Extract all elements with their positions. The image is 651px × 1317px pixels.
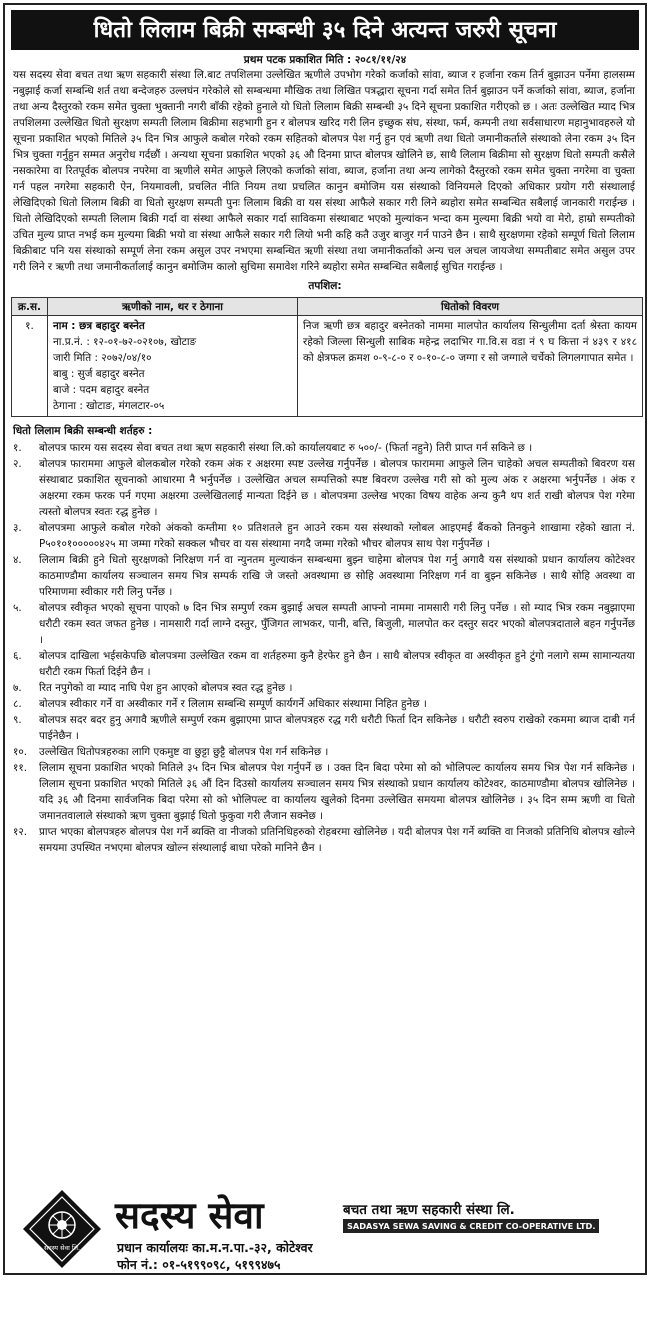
list-item [13, 696, 635, 712]
term-text: रित नपुगेको वा म्याद नाघि पेश हुन आएको बोलपत्र स्वत रद्ध हुनेछ । [39, 682, 293, 694]
term-number: ५. [13, 602, 22, 614]
list-item [13, 520, 635, 552]
brand-suffix: बचत तथा ऋण सहकारी संस्था लि. [343, 1202, 515, 1218]
notice-title: धितो लिलाम बिक्री सम्बन्धी ३५ दिने अत्यन्त जरुरी सूचना [11, 10, 639, 50]
list-item [13, 440, 635, 456]
borrower-address: ठेगाना : खोटाङ, मंगलटार-०५ [53, 400, 165, 412]
publication-date: प्रथम पटक प्रकाशित मिति : २०८१/११/२४ [243, 54, 407, 66]
list-item [13, 552, 635, 600]
terms-heading: धितो लिलाम बिक्री सम्बन्धी शर्तहरु : [13, 425, 153, 437]
col-borrower: ऋणीको नाम, थर र ठेगाना [48, 298, 298, 316]
phone-numbers: फोन नं.: ०१-५१९९०९८, ५१९९४७५ [117, 1257, 281, 1272]
term-text: बोलपत्र फारम यस सदस्य सेवा बचत तथा ऋण सहकारी संस्था लि.को कार्यालयबाट रु ५००/- (फिर्ता नहुने) तिरी प्राप्त गर्न सकिने छ । [39, 442, 533, 454]
terms-list [13, 440, 635, 856]
col-collateral: धितोको विवरण [298, 298, 643, 316]
cooperative-logo [21, 1188, 103, 1270]
term-number: ८. [13, 698, 22, 710]
table-header-row [12, 298, 643, 316]
term-number: ६. [13, 650, 22, 662]
table-row [12, 316, 643, 417]
borrower-father: बाबु : सुर्ज बहादुर बस्नेत [53, 368, 145, 380]
term-text: उल्लेखित धितोपत्रहरुका लागि एकमुष्ट वा छुट्टा छुट्टै बोलपत्र पेश गर्न सकिनेछ । [39, 746, 329, 758]
list-item [13, 648, 635, 680]
term-text: बोलपत्रमा आफुले कबोल गरेको अंकको कम्तीमा १० प्रतिशतले हुन आउने रकम यस संस्थाको ग्लोबल आइएमई बैंकको तिनकुने शाखामा रहेको खाता नं. P५०१०१०००००४२५ मा जम्मा गरेको सक्कल भौचर वा यस संस्थामा नगदै जम्मा गरेको भौचर बोलपत्र साथ पेश गर्नुपर्नेछ । [39, 522, 635, 550]
notice-intro: यस सदस्य सेवा बचत तथा ऋण सहकारी संस्था लि.बाट तपशिलमा उल्लेखित ऋणीले उपभोग गरेको कर्जाको सांवा, ब्याज र हर्जाना रकम तिर्न बुझाउन पर्नेमा हालसम्म नबुझाई कर्जा सम्बन्धि शर्त तथा बन्देजहरु उल्लघंन गरेकोले सो सम्बन्धमा मौखिक तथा लिखित पत्रद्धारा सूचना गर्दा समेत तिर्न बुझाउन पर्ने कर्जाको सांवा, ब्याज, हर्जाना तथा अन्य दैस्तुरको रकम समेत चुक्ता भुक्तानी नगरी बाँकी रहेको हुनाले यो धितो लिलाम बिक्री सम्बन्धी ३५ दिने सूचना प्रकाशित गरीएको छ । अतः उल्लेखित म्याद भित्र तपशिलमा उल्लेखित धितो सुरक्षण सम्पती लिलाम बिक्रीमा सहभागी हुन र बोलपत्र खरिद गरी लिन इच्छुक संघ, संस्था, फर्म, कम्पनी तथा सर्वसाधारण महानुभावहरुले यो सूचना प्रकाशित भएको मितिले ३५ दिन भित्र आफुले कबोल गरेको रकम सहितको बोलपत्र पेश गर्नु हुन एवं ऋणी तथा धितो जमानीकर्तालेे संस्थाको लेना रकम ३५ दिन भित्र चुक्ता गर्नुहुन सम्मत अनुरोध गर्दछौं । अन्यथा सूचना प्रकाशित भएको ३६ औ दिनमा प्राप्त बोलपत्र खोलिने छ, साथै लिलाम बिक्रीमा सो सुरक्षण धितो सम्पती कसैले नसकारेमा वा रितपूर्वक बोलपत्र नपरेमा वा ऋणीले समेत आफुले लिएको कर्जाको सांवा, ब्याज, हर्जाना तथा अन्य लागेको दैस्तुरको रकम समेत चुक्ता नगरेमा वा चुक्ता गर्न पहल नगरेमा सहकारी ऐन, नियमावली, प्रचलित नीति नियम तथा प्रचलित कानुन बमोजिम यस संस्थाको विनियमले दिएको अधिकार प्रयोग गरी संस्थालाई लेखिदिएको धितो लिलाम बिक्री वा धितो सुरक्षण सम्पती पुनः लिलाम बिक्री वा यस संस्था आफैले सकार गरी लिने ब्यहोरा समेत सम्बन्धित सबैलाई जानकारी गराईन्छ । धितो लेखिदिएको सम्पती लिलाम बिक्री गर्दा वा संस्था आफैले सकार गर्दा साविकमा संस्थाबाट भएको मुल्यांकन भन्दा कम मुल्यमा बिक्री भयो वा मेरो, हाम्रो सम्पतीको उचित मुल्य प्राप्त नभई कम मुल्यमा बिक्री भयो वा संस्था आफैले सकार गरी लियो भनी कहि कतै उजुर बाजुर गर्न पाउने छैन । साथै सुरक्षणमा रहेको सम्पूर्ण धितो लिलाम बिक्रीबाट पनि यस संस्थाको सम्पूर्ण लेना रकम असुल उपर नभएमा सम्बन्धित ऋणी संस्था तथा जमानीकर्ताको अन्य चल अचल जायजेथा सम्पतीबाट समेत असुल उपर गरी लिने र ऋणी तथा जमानीकर्तालाई कानुन बमोजिम कालो सुचिमा समावेश गरिने ब्यहोरा समेत सम्बन्धित सबैलाई सुचित गराईन्छ । [13, 69, 635, 273]
borrower-cell [48, 316, 298, 417]
term-number: ११. [13, 762, 28, 774]
borrower-grandfather: बाजे : पदम बहादुर बस्नेत [53, 384, 150, 396]
borrower-name: नाम : छत्र बहादुर बस्नेत [53, 320, 145, 332]
borrower-citizenship: ना.प्र.नं. : १२-०१-७२-०२१०७, खोटाङ [53, 336, 197, 348]
notice-page [3, 3, 647, 1275]
office-address: प्रधान कार्यालयः का.म.न.पा.-३२, कोटेश्वर [117, 1240, 313, 1255]
list-item [13, 680, 635, 696]
term-number: ७. [13, 682, 22, 694]
term-number: २. [13, 458, 22, 470]
borrower-issue-date: जारी मिति : २०७२/०४/१० [53, 352, 152, 364]
term-text: बोलपत्र दाखिला भईसकेपछि बोलपत्रमा उल्लेखित रकम वा शर्तहरुमा कुनै हेरफेर हुने छैन । साथै बोलपत्र स्वीकृत वा अस्वीकृत हुने टुंगो नलागे सम्म सामान्यतया धरौटी रकम फिर्ता दिईने छैन । [39, 650, 635, 678]
list-item [13, 456, 635, 520]
term-text: बोलपत्र फाराममा आफुले बोलकबोल गरेको रकम अंक र अक्षरमा स्पष्ट उल्लेख गर्नुपर्नेछ । बोलपत्र फाराममा आफुले लिन चाहेको अचल सम्पतीको बिवरण यस संस्थाबाट प्रकाशित सूचनाको आधारमा नै भर्नुपर्नेछ । उल्लेखित अचल सम्पत्तिको स्पष्ट बिवरण उल्लेख गरी सो को मुल्य अंक र अक्षरमा भर्नुपर्नेछ । अंक र अक्षरमा रकम फरक पर्न गएमा अक्षरमा उल्लेखितलाई मान्यता दिईने छ । बोलपत्रमा उल्लेख भएका विषय वाहेक अन्य कुनै थप शर्त राखी बोलपत्र पेश गरेमा त्यस्तो बोलपत्र स्वतः रद्ध हुनेछ । [39, 458, 635, 518]
col-serial: क्र.स. [12, 298, 48, 316]
row-serial: १. [12, 316, 48, 417]
list-item [13, 712, 635, 744]
term-number: ९. [13, 714, 22, 726]
list-item [13, 600, 635, 648]
term-number: १०. [13, 746, 28, 758]
term-number: १. [13, 442, 22, 454]
footer [13, 1188, 639, 1274]
term-text: लिलाम बिक्री हुने धितो सुरक्षणको निरिक्षण गर्न वा न्युनतम मुल्याकंन सम्बन्धमा बुझ्न चाहेमा बोलपत्र पेश गर्नु अगावै यस संस्थाको प्रधान कार्यालय कोटेश्वर काठमाण्डौमा कार्यालय सञ्चालन समय भित्र सम्पर्क राखि जे जस्तो अवस्थामा छ सोहि अवस्थामा निरिक्षण गर्न वा बुझ्न सकिनेछ । साथै सोहि अवस्था वा परिमाणमा स्वीकार गरी लिनु पर्नेछ । [39, 554, 635, 598]
term-text: लिलाम सूचना प्रकाशित भएको मितिले ३५ दिन भित्र बोलपत्र पेश गर्नुपर्ने छ । उक्त दिन बिदा परेमा सो को भोलिपल्ट कार्यालय समय भित्र पेश गर्न सकिनेछ । लिलाम सूचना प्रकाशित भएको मितिले ३६ औं दिन दिउसो कार्यालय सञ्चालन समय भित्र संस्थाको प्रधान कार्यालय कोटेश्वर, काठमाण्डौमा बोलपत्र खोलिनेछ । यदि ३६ औ दिनमा सार्वजनिक बिदा परेमा सो को भोलिपल्ट वा कार्यालय खुलेको दिनमा उल्लेखित समयमा बोलपत्र खोलिनेछ । ३५ दिन सम्म ऋणी वा धितो जमानतवालाले संस्थाको ऋण चुक्ता बुझाई धितो फुकुवा गरी लैजान सक्नेछ । [39, 762, 635, 822]
brand-name: सदस्य सेवा [115, 1193, 264, 1237]
logo-text: सदस्य सेवा लि. [43, 1244, 81, 1252]
list-item [13, 760, 635, 824]
details-table [11, 297, 643, 417]
term-text: बोलपत्र स्वीकार गर्ने वा अस्वीकार गर्ने र लिलाम सम्बन्धि सम्पूर्ण कार्यगर्ने अधिकार संस्थामा निहित हुनेछ । [39, 698, 427, 710]
term-number: ४. [13, 554, 22, 566]
brand-english: SADASYA SEWA SAVING & CREDIT CO-OPERATIVE LTD. [343, 1219, 599, 1233]
term-text: बोलपत्र सदर बदर हुनु अगावै ऋणीले सम्पुर्ण रकम बुझाएमा प्राप्त बोलपत्रहरु रद्ध गरी धरौटी फिर्ता दिन सकिनेछ । धरौटी स्वरुप राखेको रकममा ब्याज दाबी गर्न पाईनेछैन । [39, 714, 635, 742]
term-text: प्राप्त भएका बोलपत्रहरु बोलपत्र पेश गर्ने ब्यक्ति वा नीजको प्रतिनिधिहरुको रोहबरमा खोलिनेछ । यदी बोलपत्र पेश गर्ने ब्यक्ति वा निजको प्रतिनिधि बोलपत्र खोल्ने समयमा उपस्थित नभएमा बोलपत्र खोल्न संस्थालाई बाधा परेको मानिने छैन । [39, 826, 635, 854]
collateral-cell: निज ऋणी छत्र बहादुर बस्नेतको नाममा मालपोत कार्यालय सिन्धुलीमा दर्ता श्रेस्ता कायम रहेको जिल्ला सिन्धुली साबिक महेन्द्र लदाभिर गा.वि.स वडा नं ९ घ कित्ता नं ४३९ र ४१८ को क्षेत्रफल क्रमश ०-९-८-० र ०-१०-८-० जग्गा र सो जग्गाले चर्चेको लिगलगापात समेत । [298, 316, 643, 417]
list-item [13, 824, 635, 856]
term-number: १२. [13, 826, 28, 838]
term-number: ३. [13, 522, 22, 534]
details-heading: तपशिल: [308, 280, 342, 292]
list-item [13, 744, 635, 760]
term-text: बोलपत्र स्वीकृत भएको सूचना पाएको ७ दिन भित्र सम्पुर्ण रकम बुझाई अचल सम्पती आफ्नो नाममा नामसारी गरी लिनु पर्नेछ । सो म्याद भित्र रकम नबुझाएमा धरौटी रकम स्वत जफत हुनेछ । नामसारी गर्दा लाग्ने दस्तुर, पुँजिगत लाभकर, पानी, बत्ति, बिजुली, मालपोत कर दस्तुर सदर भएको बोलपत्रदाताले बहन गर्नुपर्नेछ । [39, 602, 635, 646]
